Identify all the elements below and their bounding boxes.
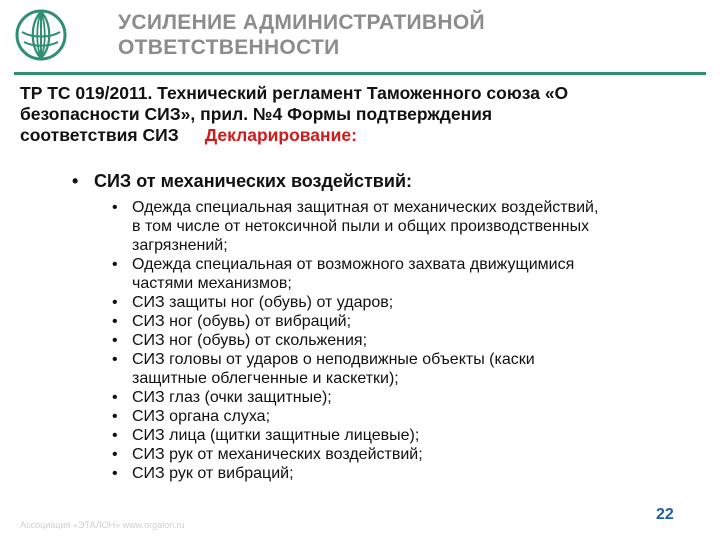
list-item-line: • СИЗ глаз (очки защитные); — [132, 389, 332, 406]
list-item — [110, 331, 710, 350]
list-item-line: • СИЗ рук от вибраций; — [132, 465, 294, 482]
footer-text: Ассоциация «ЭТАЛОН» www.orgalon.ru — [20, 520, 185, 530]
list-item — [110, 464, 710, 483]
globe-emblem-icon — [14, 8, 68, 62]
list-item-line: • СИЗ защиты ног (обувь) от ударов; — [132, 294, 394, 311]
page-title-line-1: УСИЛЕНИЕ АДМИНИСТРАТИВНОЙ — [118, 11, 485, 34]
page-title — [118, 10, 485, 60]
list-item-line: • Одежда специальная защитная от механических воздействий, — [132, 199, 599, 216]
list-item — [110, 293, 710, 312]
declaration-label: Декларирование: — [204, 125, 357, 145]
list-item — [110, 445, 710, 464]
section-bullet: • — [72, 171, 79, 191]
intro-line-1: ТР ТС 019/2011. Технический регламент Таможенного союза «О — [20, 83, 569, 103]
page-title-line-2: ОТВЕТСТВЕННОСТИ — [118, 36, 340, 59]
list-item-line: загрязнений; — [132, 237, 228, 254]
list-item-line: • Одежда специальная от возможного захвата движущимися — [132, 256, 575, 273]
section-heading — [72, 170, 412, 192]
list-item-line: • СИЗ органа слуха; — [132, 408, 271, 425]
intro-line-3 — [20, 125, 710, 146]
section-heading-text: СИЗ от механических воздействий: — [94, 171, 412, 191]
list-item — [110, 312, 710, 331]
list-item — [110, 426, 710, 445]
list-item-line: • СИЗ рук от механических воздействий; — [132, 446, 423, 463]
list-item — [110, 388, 710, 407]
list-item-line: защитные облегченные и каскетки); — [132, 370, 399, 387]
page-number: 22 — [656, 506, 674, 523]
intro-line-3-text: соответствия СИЗ — [20, 125, 179, 145]
list-item-line: в том числе от нетоксичной пыли и общих производственных — [132, 218, 590, 235]
header-divider — [14, 72, 706, 75]
list-item-line: • СИЗ головы от ударов о неподвижные объекты (каски — [132, 351, 535, 368]
list-item — [110, 350, 710, 388]
list-item — [110, 198, 710, 255]
list-item-line: • СИЗ лица (щитки защитные лицевые); — [132, 427, 420, 444]
list-item — [110, 255, 710, 293]
list-item-line: частями механизмов; — [132, 275, 292, 292]
ppe-list — [110, 198, 710, 483]
list-item-line: • СИЗ ног (обувь) от скольжения; — [132, 332, 368, 349]
list-item — [110, 407, 710, 426]
regulation-intro — [20, 83, 710, 146]
intro-line-2: безопасности СИЗ», прил. №4 Формы подтверждения — [20, 104, 493, 124]
list-item-line: • СИЗ ног (обувь) от вибраций; — [132, 313, 352, 330]
